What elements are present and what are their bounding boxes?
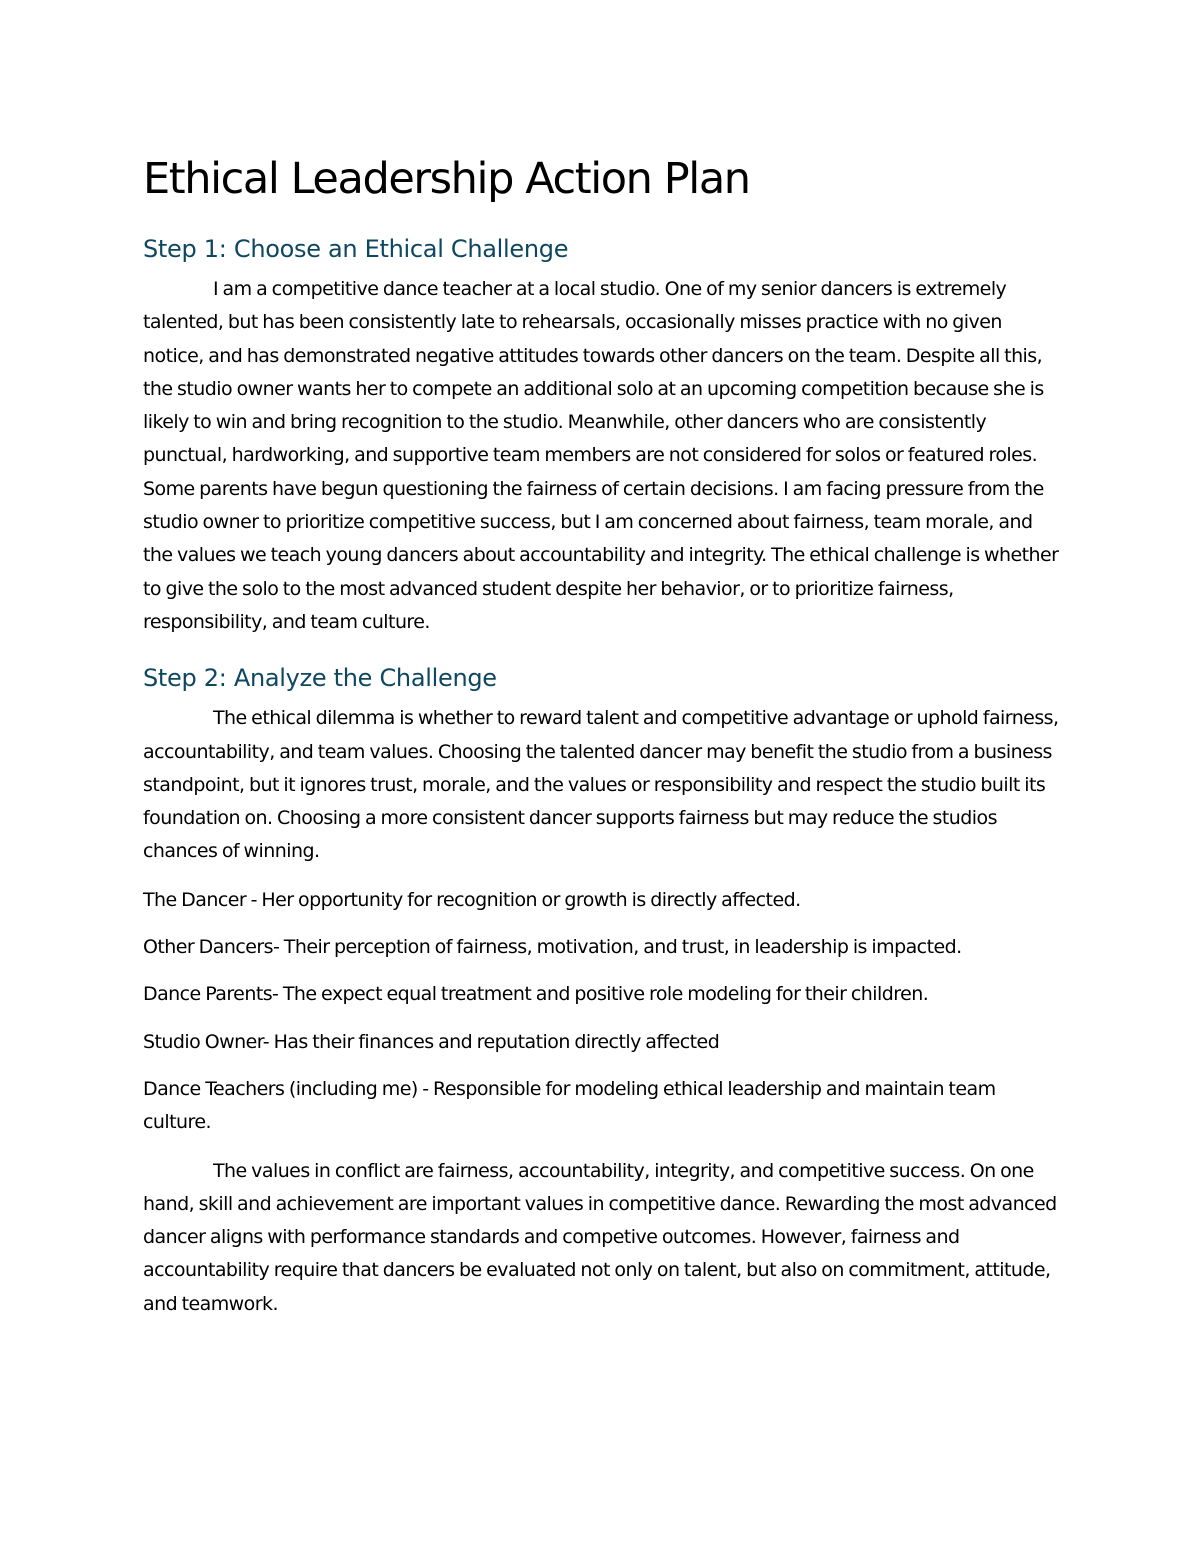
step2-heading: Step 2: Analyze the Challenge: [143, 664, 497, 693]
stakeholder-other-dancers: Other Dancers- Their perception of fairness, motivation, and trust, in leadership is impacted.: [143, 936, 962, 959]
step2-intro-paragraph: The ethical dilemma is whether to reward talent and competitive advantage or uphold fairness, accountability, and team values. Choosing the talented dancer may benefit the studio from a business standpoint, but it ignores trust, morale, and the values or responsibility and respect the studio built its foundation on. Choosing a more consistent dancer supports fairness but may reduce the studios chances of winning.: [143, 707, 1059, 863]
step2-section: [143, 660, 1060, 1321]
stakeholder-dance-teachers: Dance Teachers (including me) - Responsible for modeling ethical leadership and maintain team culture.: [143, 1077, 996, 1134]
stakeholder-dancer: The Dancer - Her opportunity for recognition or growth is directly affected.: [143, 888, 801, 911]
document-title: Ethical Leadership Action Plan: [143, 154, 750, 204]
step1-heading: Step 1: Choose an Ethical Challenge: [143, 235, 569, 263]
values-paragraph: The values in conflict are fairness, accountability, integrity, and competitive success. On one hand, skill and achievement are important values in competitive dance. Rewarding the most advanced dancer aligns with performance standards and competive outcomes. However, fairness and accountability require that dancers be evaluated not only on talent, but also on commitment, attitude, and teamwork.: [143, 1159, 1057, 1315]
stakeholder-studio-owner: Studio Owner- Has their finances and reputation directly affected: [143, 1030, 720, 1053]
stakeholder-dance-parents: Dance Parents- The expect equal treatment and positive role modeling for their children.: [143, 983, 929, 1006]
step1-paragraph: I am a competitive dance teacher at a local studio. One of my senior dancers is extremely talented, but has been consistently late to rehearsals, occasionally misses practice with no given notice, and has demonstrated negative attitudes towards other dancers on the team. Despite all this, the studio owner wants her to compete an additional solo at an upcoming competition because she is likely to win and bring recognition to the studio. Meanwhile, other dancers who are consistently punctual, hardworking, and supportive team members are not considered for solos or featured roles. Some parents have begun questioning the fairness of certain decisions. I am facing pressure from the studio owner to prioritize competitive success, but I am concerned about fairness, team morale, and the values we teach young dancers about accountability and integrity. The ethical challenge is whether to give the solo to the most advanced student despite her behavior, or to prioritize fairness, responsibility, and team culture.: [143, 278, 1059, 633]
